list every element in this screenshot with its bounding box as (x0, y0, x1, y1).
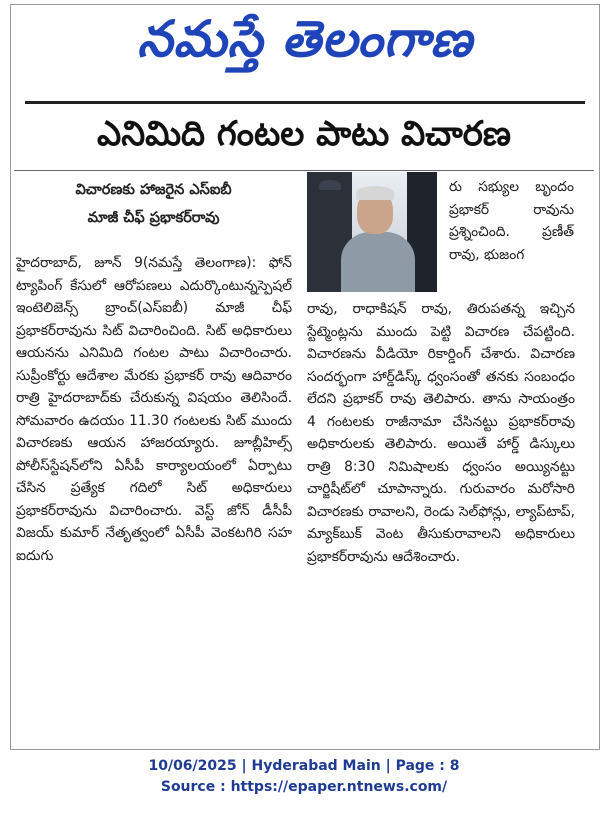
photo-subject-body (341, 232, 415, 292)
subhead-line-1: విచారణకు హాజరైన ఎస్ఐబీ (75, 182, 232, 198)
photo-police-cap (319, 180, 341, 190)
masthead-logo: నమస్తే తెలంగాణ (137, 9, 473, 68)
footer-date-edition: 10/06/2025 | Hyderabad Main | Page : 8 (148, 758, 460, 774)
masthead-divider (25, 101, 585, 104)
body-left-text: హైదరాబాద్, జూన్ 9(నమస్తే తెలంగాణ): ఫోన్ ట్యాపింగ్ కేసులో ఆరోపణలు ఎదుర్కొంటున్నస్పెషల్ ఇంటెలిజెన్స్ బ్రాంచ్(ఎస్ఐబీ) మాజీ చీఫ్ ప్రభాకర్‌రావును సిట్ విచారించింది. సిట్ అధికారులు ఆయనను ఎనిమిది గంటల పాటు విచారించారు. సుప్రీంకోర్టు ఆదేశాల మేరకు ప్రభాకర్ రావు ఆదివారం రాత్రి హైదరాబాద్‌కు చేరుకున్న విషయం తెలిసిందే. సోమవారం ఉదయం 11.30 గంటలకు సిట్ ముందు విచారణకు ఆయన హాజరయ్యారు. జూబ్లీహిల్స్ పోలీస్‌స్టేషన్‌లోని ఏసీపీ కార్యాలయంలో ఏర్పాటు చేసిన ప్రత్యేక గదిలో సిట్ అధికారులు ప్రభాకర్‌రావును విచారించారు. వెస్ట్ జోన్ డీసీపీ విజయ్ కుమార్ నేతృత్వంలో ఏసీపీ వెంకటగిరి సహ ఐదుగు (16, 255, 292, 564)
article-photo (307, 172, 437, 292)
article-headline: ఎనిమిది గంటల పాటు విచారణ (97, 114, 511, 154)
article-body-left-column (16, 252, 292, 722)
headline-divider (14, 170, 594, 171)
body-right-top-text: రు సభ్యుల బృందం ప్రభాకర్ రావును ప్రశ్నించింది. ప్రణీత్ రావు, భుజంగ (449, 179, 574, 263)
clipping-footer (0, 756, 608, 798)
article-subhead (16, 176, 291, 238)
article-body-right-top (449, 176, 574, 296)
photo-subject-hair (356, 186, 394, 200)
subhead-line-2: మాజీ చీఫ్ ప్రభాకర్‌రావు (87, 210, 220, 226)
body-right-text: రావు, రాధాకిషన్ రావు, తిరుపతన్న ఇచ్చిన స్టేట్మెంట్లను ముందు పెట్టి విచారణ చేపట్టింది. విచారణను వీడియో రికార్డింగ్ చేశారు. విచారణ సందర్భంగా హార్డ్‌డిస్క్ ధ్వంసంతో తనకు సంబంధం లేదని ప్రభాకర్ రావు తెలిపారు. తాను సాయంత్రం 4 గంటలకు రాజీనామా చేసినట్టు ప్రభాకర్‌రావు అధికారులకు తెలిపారు. అయితే హార్డ్ డిస్కులు రాత్రి 8:30 నిమిషాలకు ధ్వంసం అయ్యినట్టు చార్జిషీట్‌లో చూపాన్నారు. గురువారం మరోసారి విచారణకు రావాలని, రెండు సెల్‌ఫోన్లు, ల్యాప్‌టాప్, మ్యాక్‌బుక్ వెంట తీసుకురావాలని అధికారులు ప్రభాకర్‌రావును ఆదేశించారు. (307, 301, 575, 565)
footer-source-link[interactable]: Source : https://epaper.ntnews.com/ (160, 779, 448, 795)
article-body-right-column (307, 298, 575, 724)
newspaper-masthead (11, 7, 599, 83)
